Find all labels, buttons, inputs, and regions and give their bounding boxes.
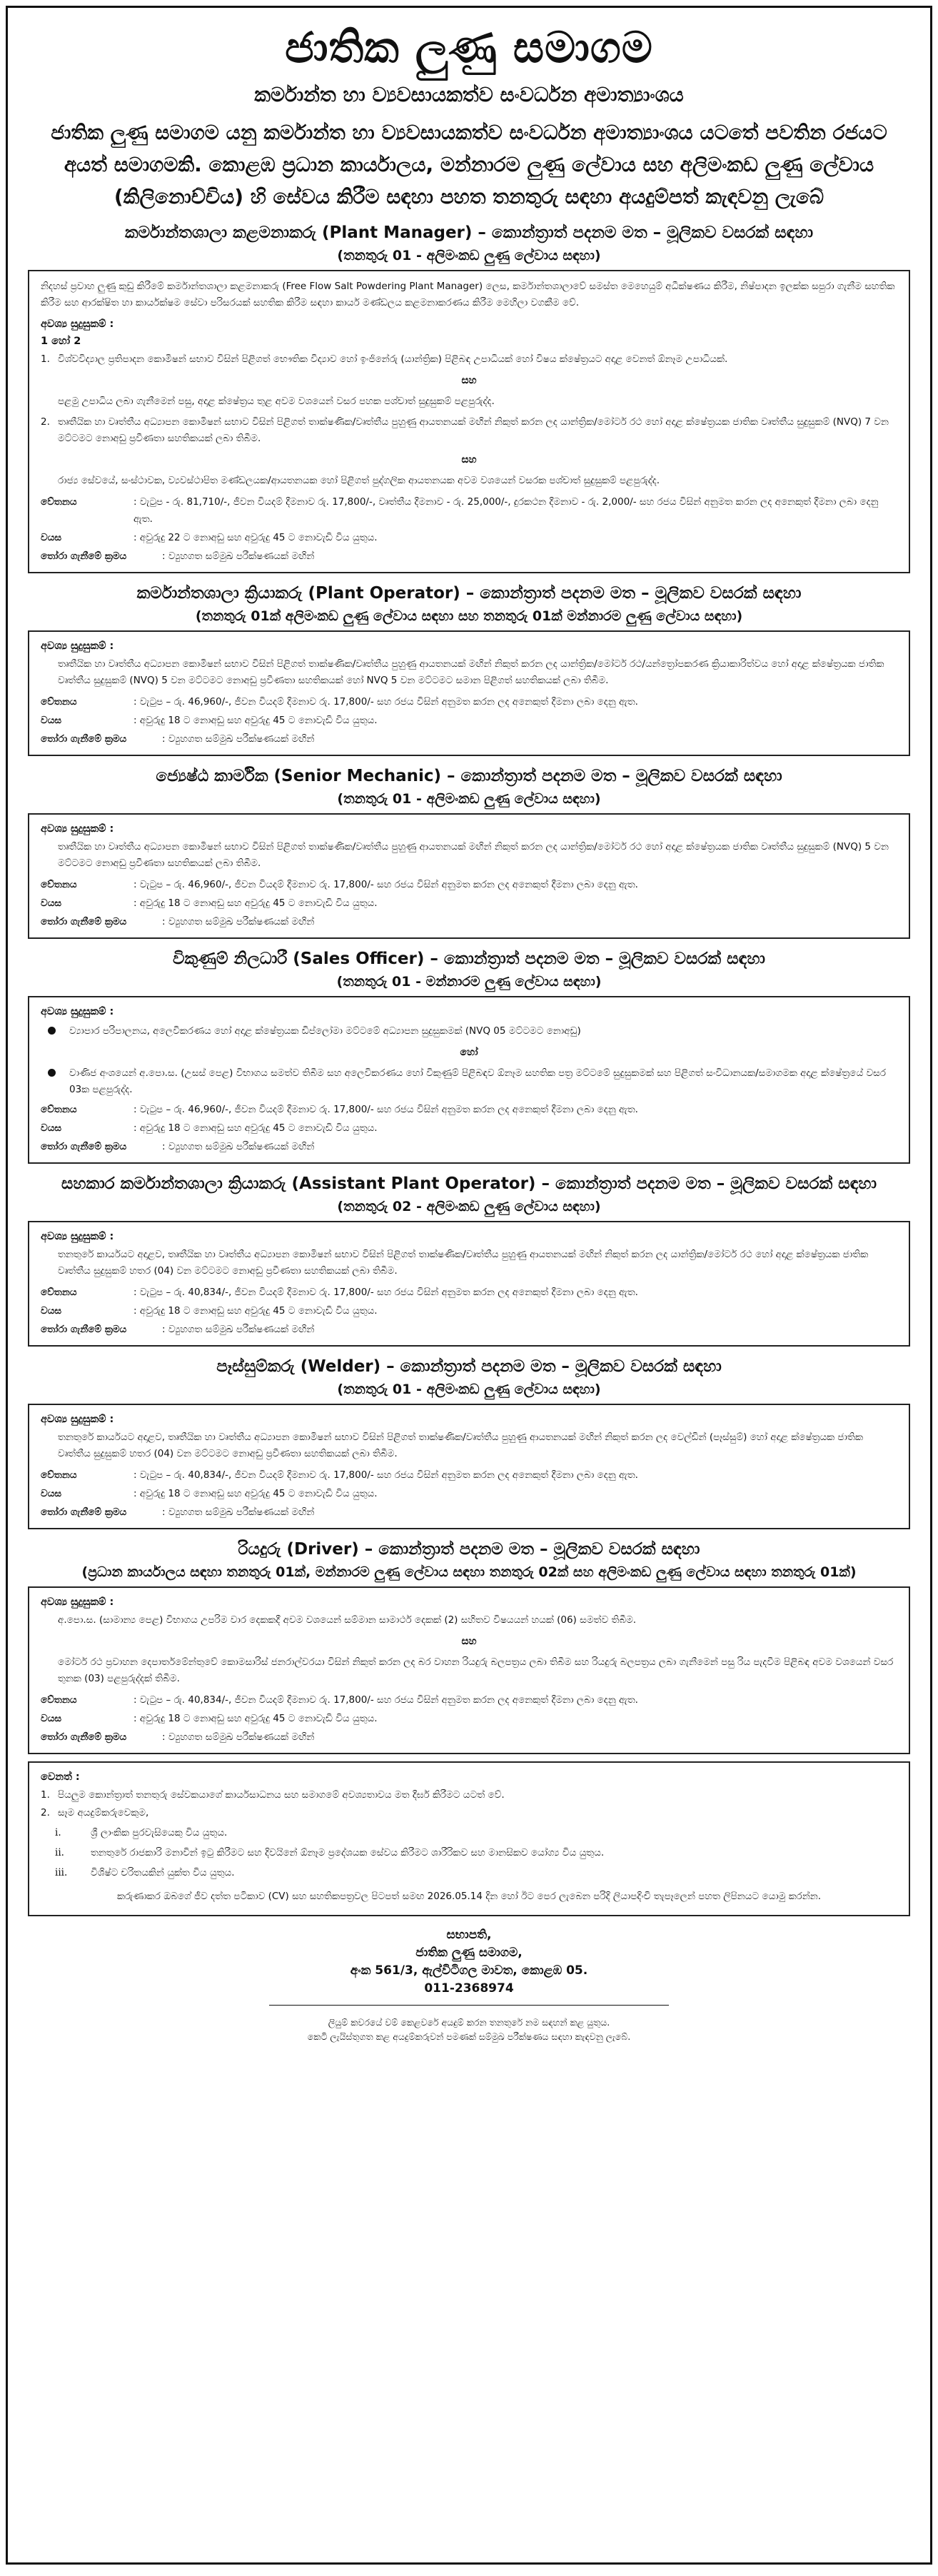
post-sub-welder: (තනතුරු 01 - අලිමංකඩ ලුණු ලේවාය සඳහා) bbox=[337, 1382, 601, 1397]
item-text: පියලුම කොන්ත්‍රාත් තනතුරු සේවකයාගේ කාර්යසාධනය සහ සමාගමේ අවශ්‍යතාවය මත දීර්ඝ කිරීමට යටත් වේ. bbox=[58, 1789, 505, 1801]
age-label: වයස bbox=[41, 1488, 62, 1499]
requirement-text: විශ්වවිද්‍යාල ප්‍රතිපාදන කොමිෂන් සභාව විසින් පිළිගත් භෞතික විද්‍යාව හෝ ඉංජිනේරු (යාන්ත්‍රික) පිළිබඳ උපාධියක් හෝ විෂය ක්ෂේත්‍රයට අදාළ වෙනත් ඕනෑම උපාධියක්. bbox=[58, 353, 728, 365]
salary-label: වේතනය bbox=[41, 879, 77, 890]
post-title-assistant-plant-operator: සහකාර කර්මාන්තශාලා ක්‍රියාකරු (Assistant Plant Operator) – කොන්ත්‍රාත් පදනම මත – මූලිකව වසරක් සඳහා bbox=[61, 1174, 877, 1193]
selection-row bbox=[41, 913, 897, 930]
post-title-welder: පෑස්සුම්කරු (Welder) – කොන්ත්‍රාත් පදනම මත – මූලිකව වසරක් සඳහා bbox=[216, 1357, 722, 1376]
age-label: වයස bbox=[41, 1713, 62, 1724]
requirement-text: තනතුරේ කාර්යයට අදාළව, තෘතීයික හා වෘත්තීය අධ්‍යාපන කොමිෂන් සභාව විසින් පිළිගත් තාක්ෂණික/වෘත්තීය පුහුණු ආයතනයක් මඟින් නිකුත් කරන ලද යාන්ත්‍රික/මෝටර් රථ හෝ අදාළ ක්ෂේත්‍රයක ජාතික වෘත්තීය සුදුසුකම් හතර (04) වන මට්ටමට නොඅඩු ප්‍රවීණතා සහතිකයක් ලබා තිබීම. bbox=[58, 1249, 869, 1277]
salary-value: : වැටුප – රු. 46,960/-, ජීවන වියදම් දීමනාව රු. 17,800/- සහ රජය විසින් අනුමත කරන ලද අනෙකුත් දීමනා ලබා දෙනු ඇත. bbox=[133, 879, 638, 890]
selection-row bbox=[41, 1729, 897, 1746]
post-sub-senior-mechanic: (තනතුරු 01 - අලිමංකඩ ලුණු ලේවාය සඳහා) bbox=[337, 791, 601, 807]
salary-label: වේතනය bbox=[41, 1694, 77, 1706]
bullet-icon bbox=[41, 1023, 69, 1040]
other-item-2 bbox=[41, 1805, 897, 1821]
item-text: විශිෂ්ට චරිතයකින් යුක්ත විය යුතුය. bbox=[91, 1867, 235, 1878]
signature-phone: 011-2368974 bbox=[424, 1981, 514, 1996]
age-row bbox=[41, 895, 897, 912]
signature-block bbox=[28, 1926, 910, 1998]
company-title: ජාතික ලුණු සමාගම bbox=[285, 23, 653, 73]
salary-value: : වැටුප – රු. 46,960/-, ජීවන වියදම් දීමනාව රු. 17,800/- සහ රජය විසින් අනුමත කරන ලද අනෙකුත් දීමනා ලබා දෙනු ඇත. bbox=[133, 696, 638, 708]
other-label: වෙනත් : bbox=[41, 1771, 80, 1783]
salary-row bbox=[41, 493, 897, 528]
item-number: 2. bbox=[41, 1807, 50, 1818]
requirement-text: ව්‍යාපාර පරිපාලනය, අලෙවිකරණය හෝ අදාළ ක්ෂේත්‍රයක ඩිප්ලෝමා මට්ටමේ අධ්‍යාපන සුදුසුකමක් (NVQ 05 මට්ටමට නොඅඩු) bbox=[69, 1025, 581, 1037]
salary-label: වේතනය bbox=[41, 1469, 77, 1481]
requirements-label: අවශ්‍ය සුදුසුකම් : bbox=[41, 1006, 114, 1017]
item-text: ශ්‍රී ලාංකික පුරවැසියෙකු විය යුතුය. bbox=[91, 1827, 228, 1838]
item-number: iii. bbox=[55, 1867, 68, 1878]
selection-value: : ව්‍යුහගත සම්මුඛ පරීක්ෂණයක් මඟින් bbox=[162, 1731, 315, 1743]
closing-note-2: කෙටි ලැයිස්තුගත කළ අයදුම්කරුවන් පමණක් සම්මුඛ පරීක්ෂණය සඳහා කැඳවනු ලැබේ. bbox=[307, 2031, 631, 2042]
choice-label: 1 හෝ 2 bbox=[41, 336, 81, 347]
requirement-item-1: 1. විශ්වවිද්‍යාල ප්‍රතිපාදන කොමිෂන් සභාව විසින් පිළිගත් භෞතික විද්‍යාව හෝ ඉංජිනේරු (යාන්ත්‍රික) පිළිබඳ උපාධියක් හෝ විෂය ක්ෂේත්‍රයට අදාළ වෙනත් ඕනෑම උපාධියක්. bbox=[41, 351, 897, 368]
requirement-text-1: අ.පො.ස. (සාමාන්‍ය පෙළ) විභාගය උපරිම වාර දෙකකදී අවම වශයෙන් සම්මාන සාමාර්ථ දෙකක් (2) සහිතව විෂයයන් හයක් (06) සමත්ව තිබීම. bbox=[58, 1614, 637, 1626]
salary-row bbox=[41, 693, 897, 710]
and-separator: සහ bbox=[461, 1636, 477, 1647]
salary-row bbox=[41, 1691, 897, 1709]
age-row bbox=[41, 1302, 897, 1319]
salary-label: වේතනය bbox=[41, 1104, 77, 1115]
post-title-plant-operator: කර්මාන්තශාලා ක්‍රියාකරු (Plant Operator) – කොන්ත්‍රාත් පදනම මත – මූලිකව වසරක් සඳහා bbox=[136, 584, 802, 603]
salary-row bbox=[41, 1284, 897, 1301]
advertisement-page bbox=[6, 6, 932, 2565]
age-row bbox=[41, 1485, 897, 1502]
age-label: වයස bbox=[41, 715, 62, 726]
signature-title: සභාපති, bbox=[446, 1928, 492, 1942]
selection-label: තෝරා ගැනීමේ ක්‍රමය bbox=[41, 1141, 127, 1152]
selection-label: තෝරා ගැනීමේ ක්‍රමය bbox=[41, 916, 127, 927]
post-title-plant-manager: කර්මාන්තශාලා කළමනාකරු (Plant Manager) – කොන්ත්‍රාත් පදනම මත – මූලිකව වසරක් සඳහා bbox=[124, 223, 814, 242]
selection-value: : ව්‍යුහගත සම්මුඛ පරීක්ෂණයක් මඟින් bbox=[162, 1141, 315, 1152]
post-sub-plant-manager: (තනතුරු 01 - අලිමංකඩ ලුණු ලේවාය සඳහා) bbox=[337, 248, 601, 263]
selection-row bbox=[41, 1138, 897, 1155]
salary-label: වේතනය bbox=[41, 496, 77, 508]
and-separator: සහ bbox=[461, 375, 477, 386]
post-title-senior-mechanic: ජ්‍යෙෂ්ඨ කාර්මික (Senior Mechanic) – කොන්ත්‍රාත් පදනම මත – මූලිකව වසරක් සඳහා bbox=[156, 767, 782, 785]
other-subitem-2 bbox=[41, 1844, 897, 1861]
salary-row bbox=[41, 1466, 897, 1484]
item-number: 1. bbox=[41, 1789, 50, 1801]
other-subitem-1 bbox=[41, 1824, 897, 1841]
requirements-label: අවශ්‍ය සුදුසුකම් : bbox=[41, 640, 114, 652]
post-sub-plant-operator: (තනතුරු 01ක් අලිමංකඩ ලුණු ලේවාය සඳහා සහ තනතුරු 01ක් මන්නාරම ලුණු ලේවාය සඳහා) bbox=[195, 608, 743, 624]
requirement-experience-2: රාජ්‍ය සේවයේ, සංස්ථාවක, ව්‍යවස්ථාපිත මණ්ඩලයක/ආයතනයක හෝ පිළිගත් පුද්ගලික ආයතනයක අවම වශයෙන් වසරක පශ්චාත් සුදුසුකම් පළපුරුද්ද. bbox=[58, 475, 660, 486]
age-value: : අවුරුදු 18 ට නොඅඩු සහ අවුරුදු 45 ට නොවැඩි විය යුතුය. bbox=[133, 1713, 378, 1724]
selection-label: තෝරා ගැනීමේ ක්‍රමය bbox=[41, 1324, 127, 1335]
salary-label: වේතනය bbox=[41, 1287, 77, 1298]
selection-row bbox=[41, 1504, 897, 1521]
age-value: : අවුරුදු 18 ට නොඅඩු සහ අවුරුදු 45 ට නොවැඩි විය යුතුය. bbox=[133, 715, 378, 726]
selection-label: තෝරා ගැනීමේ ක්‍රමය bbox=[41, 1731, 127, 1743]
post-sub-assistant-plant-operator: (තනතුරු 02 - අලිමංකඩ ලුණු ලේවාය සඳහා) bbox=[337, 1199, 601, 1214]
requirement-experience-1: පළමු උපාධිය ලබා ගැනීමෙන් පසු, අදාළ ක්ෂේත්‍රය තුළ අවම වශයෙන් වසර පහක පශ්චාත් සුදුසුකම් පළපුරුද්ද. bbox=[58, 396, 495, 407]
post-sub-sales-officer: (තනතුරු 01 - මන්නාරම ලුණු ලේවාය සඳහා) bbox=[336, 974, 602, 990]
section-other bbox=[28, 1761, 910, 1916]
requirement-bullet-2 bbox=[41, 1065, 897, 1098]
section-plant-manager bbox=[28, 270, 910, 573]
salary-value: : වැටුප – රු. 40,834/-, ජීවන වියදම් දීමනාව රු. 17,800/- සහ රජය විසින් අනුමත කරන ලද අනෙකුත් දීමනා ලබා දෙනු ඇත. bbox=[133, 1287, 638, 1298]
and-separator: සහ bbox=[461, 454, 477, 466]
bullet-icon bbox=[41, 1065, 69, 1098]
salary-value: : වැටුප – රු. 40,834/-, ජීවන වියදම් දීමනාව රු. 17,800/- සහ රජය විසින් අනුමත කරන ලද අනෙකුත් දීමනා ලබා දෙනු ඇත. bbox=[133, 1469, 638, 1481]
selection-label: තෝරා ගැනීමේ ක්‍රමය bbox=[41, 733, 127, 745]
requirement-text: තනතුරේ කාර්යයට අදාළව, තෘතීයික හා වෘත්තීය අධ්‍යාපන කොමිෂන් සභාව විසින් පිළිගත් තාක්ෂණික/වෘත්තීය පුහුණු ආයතනයක් මඟින් නිකුත් කරන ලද වෙල්ඩින් (පෑස්සුම්) හෝ අදාළ ක්ෂේත්‍රයක ජාතික වෘත්තීය සුදුසුකම් හතර (04) වන මට්ටමට නොඅඩු ප්‍රවීණතා සහතිකයක් ලබා තිබීම. bbox=[58, 1432, 863, 1459]
age-value: : අවුරුදු 18 ට නොඅඩු සහ අවුරුදු 45 ට නොවැඩි විය යුතුය. bbox=[133, 1488, 378, 1499]
requirement-item-2: 2. තෘතීයික හා වෘත්තීය අධ්‍යාපන කොමිෂන් සභාව විසින් පිළිගත් තාක්ෂණික/වෘත්තීය පුහුණු ආයතනයක් මඟින් නිකුත් කරන ලද යාන්ත්‍රික/මෝටර් රථ හෝ අදාළ ක්ෂේත්‍රයක ජාතික වෘත්තීය සුදුසුකම් (NVQ) 7 වන මට්ටමට නොඅඩු ප්‍රවීණතා සහතිකයක් ලබා තිබීම. bbox=[41, 414, 897, 447]
selection-value: : ව්‍යුහගත සම්මුඛ පරීක්ෂණයක් මඟින් bbox=[162, 733, 315, 745]
age-value: : අවුරුදු 18 ට නොඅඩු සහ අවුරුදු 45 ට නොවැඩි විය යුතුය. bbox=[133, 1122, 378, 1134]
requirement-bullet-1 bbox=[41, 1023, 897, 1040]
selection-label: තෝරා ගැනීමේ ක්‍රමය bbox=[41, 1506, 127, 1518]
ministry-name: කර්මාන්ත හා ව්‍යවසායකත්ව සංවර්ධන අමාත්‍යාංශය bbox=[254, 83, 684, 106]
post-title-sales-officer: විකුණුම් නිලධාරී (Sales Officer) – කොන්ත්‍රාත් පදනම මත – මූලිකව වසරක් සඳහා bbox=[172, 950, 766, 968]
salary-row bbox=[41, 876, 897, 893]
requirement-text-2: මෝටර් රථ ප්‍රවාහන දෙපාර්තමේන්තුවේ කොමසාරිස් ජනරාල්වරයා විසින් නිකුත් කරන ලද බර වාහන රියදුරු බලපත්‍රය ලබා තිබීම සහ රියදුරු බලපත්‍රය ලබා ගැනීමෙන් පසු රිය පැදවීම පිළිබඳ අවම වශයෙන් වසර තුනක (03) පළපුරුද්දක් තිබීම. bbox=[58, 1656, 894, 1684]
requirement-text: තෘතීයික හා වෘත්තීය අධ්‍යාපන කොමිෂන් සභාව විසින් පිළිගත් තාක්ෂණික/වෘත්තීය පුහුණු ආයතනයක් මඟින් නිකුත් කරන ලද යාන්ත්‍රික/මෝටර් රථ හෝ අදාළ ක්ෂේත්‍රයක ජාතික වෘත්තීය සුදුසුකම් (NVQ) 5 වන මට්ටමට නොඅඩු ප්‍රවීණතා සහතිකයක් ලබා තිබීම. bbox=[58, 841, 889, 869]
or-separator: හෝ bbox=[460, 1047, 478, 1058]
section-senior-mechanic bbox=[28, 813, 910, 939]
other-item-1 bbox=[41, 1787, 897, 1803]
age-label: වයස bbox=[41, 897, 62, 909]
requirements-label: අවශ්‍ය සුදුසුකම් : bbox=[41, 1231, 114, 1242]
age-label: වයස bbox=[41, 1122, 62, 1134]
age-row bbox=[41, 1710, 897, 1727]
salary-row bbox=[41, 1101, 897, 1118]
post-description: නිදහස් ප්‍රවාහ ලුණු කුඩු කිරීමේ කර්මාන්තශාලා කළමනාකරු (Free Flow Salt Powdering Plant Manager) ලෙස, කර්මාන්තශාලාවේ සමස්ත මෙහෙයුම් අධීක්ෂණය කිරීම, නිෂ්පාදන ඉලක්ක සපුරා ගැනීම සහතික කිරීම සහ ආරක්ෂිත හා කාර්යක්ෂම සේවා පරිසරයක් සහතික කිරීම සඳහා කාර්ය මණ්ඩලය කළමනාකරණය කිරීම මෙහිලා වගකීම වේ. bbox=[41, 281, 895, 308]
requirement-text: තෘතීයික හා වෘත්තීය අධ්‍යාපන කොමිෂන් සභාව විසින් පිළිගත් තාක්ෂණික/වෘත්තීය පුහුණු ආයතනයක් මඟින් නිකුත් කරන ලද යාන්ත්‍රික/මෝටර් රථ/යන්ත්‍රෝපකරණ ක්‍රියාකාරිත්වය හෝ අදාළ ක්ෂේත්‍රයක ජාතික වෘත්තීය සුදුසුකම් (NVQ) 5 වන මට්ටමට නොඅඩු ප්‍රවීණතා සහතිකයක් හෝ NVQ 5 වන මට්ටමට සමාන පිළිගත් සහතිකයක් ලබා තිබීම. bbox=[58, 658, 884, 686]
post-sub-driver: (ප්‍රධාන කාර්යාලය සඳහා තනතුරු 01ක්, මන්නාරම ලුණු ලේවාය සඳහා තනතුරු 02ක් සහ අලිමංකඩ ලුණු ලේවාය සඳහා තනතුරු 01ක්) bbox=[81, 1564, 857, 1580]
section-assistant-plant-operator bbox=[28, 1221, 910, 1347]
intro-paragraph: ජාතික ලුණු සමාගම යනු කර්මාන්ත හා ව්‍යවසායකත්ව සංවර්ධන අමාත්‍යාංශය යටතේ පවතින රජයට අයත් සමාගමකි. කොළඹ ප්‍රධාන කාර්යාලය, මන්නාරම ලුණු ලේවාය සහ අලිමංකඩ ලුණු ලේවාය (කිලිනොච්චිය) හි සේවය කිරීම සඳහා පහත තනතුරු සඳහා අයදුම්පත් කැඳවනු ලැබේ bbox=[51, 121, 887, 208]
closing-note-1: ලියුම් කවරයේ වම් කෙළවරේ අයදුම් කරන තනතුරේ නම සඳහන් කළ යුතුය. bbox=[328, 2017, 610, 2028]
age-value: : අවුරුදු 18 ට නොඅඩු සහ අවුරුදු 45 ට නොවැඩි විය යුතුය. bbox=[133, 1305, 378, 1317]
section-plant-operator bbox=[28, 630, 910, 756]
salary-value: : වැටුප – රු. 46,960/-, ජීවන වියදම් දීමනාව රු. 17,800/- සහ රජය විසින් අනුමත කරන ලද අනෙකුත් දීමනා ලබා දෙනු ඇත. bbox=[133, 1104, 638, 1115]
age-row bbox=[41, 1120, 897, 1137]
age-value: : අවුරුදු 18 ට නොඅඩු සහ අවුරුදු 45 ට නොවැඩි විය යුතුය. bbox=[133, 897, 378, 909]
section-welder bbox=[28, 1404, 910, 1529]
selection-value: : ව්‍යුහගත සම්මුඛ පරීක්ෂණයක් මඟින් bbox=[162, 1324, 315, 1335]
age-value: : අවුරුදු 22 ට නොඅඩු සහ අවුරුදු 45 ට නොවැඩි විය යුතුය. bbox=[133, 532, 378, 543]
requirement-text: වාණිජ අංශයෙන් අ.පො.ස. (උසස් පෙළ) විභාගය සමත්ව තිබීම සහ අලෙවිකරණය හෝ විකුණුම් පිළිබඳව ඕනෑම සහතික පත්‍ර මට්ටමේ සුදුසුකමක් සහ පිළිගත් සංවිධානයක/සමාගමක අදාළ ක්ෂේත්‍රයේ වසර 03ක පළපුරුද්ද. bbox=[69, 1067, 887, 1095]
signature-org: ජාතික ලුණු සමාගම, bbox=[415, 1946, 523, 1960]
requirements-label: අවශ්‍ය සුදුසුකම් : bbox=[41, 1414, 114, 1425]
age-label: වයස bbox=[41, 1305, 62, 1317]
section-sales-officer bbox=[28, 996, 910, 1164]
selection-row bbox=[41, 730, 897, 748]
selection-value: : ව්‍යුහගත සම්මුඛ පරීක්ෂණයක් මඟින් bbox=[162, 1506, 315, 1518]
requirements-label: අවශ්‍ය සුදුසුකම් : bbox=[41, 318, 114, 330]
requirement-text: තෘතීයික හා වෘත්තීය අධ්‍යාපන කොමිෂන් සභාව විසින් පිළිගත් තාක්ෂණික/වෘත්තීය පුහුණු ආයතනයක් මඟින් නිකුත් කරන ලද යාන්ත්‍රික/මෝටර් රථ හෝ අදාළ ක්ෂේත්‍රයක ජාතික වෘත්තීය සුදුසුකම් (NVQ) 7 වන මට්ටමට නොඅඩු ප්‍රවීණතා සහතිකයක් ලබා තිබීම. bbox=[58, 416, 889, 444]
signature-address: අංක 561/3, ඇල්විටිගල මාවත, කොළඹ 05. bbox=[350, 1963, 588, 1978]
selection-label: තෝරා ගැනීමේ ක්‍රමය bbox=[41, 550, 127, 562]
closing-notes bbox=[28, 2016, 910, 2044]
other-subitem-3 bbox=[41, 1864, 897, 1881]
post-title-driver: රියදුරු (Driver) – කොන්ත්‍රාත් පදනම මත – මූලිකව වසරක් සඳහා bbox=[238, 1540, 700, 1559]
age-label: වයස bbox=[41, 532, 62, 543]
age-row bbox=[41, 529, 897, 546]
item-number: ii. bbox=[55, 1847, 64, 1858]
age-row bbox=[41, 712, 897, 729]
item-text: සෑම අයදුම්කරුවෙකුම, bbox=[58, 1807, 149, 1818]
salary-label: වේතනය bbox=[41, 696, 77, 708]
section-driver bbox=[28, 1586, 910, 1754]
requirements-label: අවශ්‍ය සුදුසුකම් : bbox=[41, 823, 114, 835]
salary-value: : වැටුප - රු. 81,710/-, ජීවන වියදම් දීමනාව රු. 17,800/-, වෘත්තීය දීමනාව - රු. 25,000/-, දුරකථන දීමනාව - රු. 2,000/- සහ රජය විසින් අනුමත කරන ලද අනෙකුත් දීමනා ලබා දෙනු ඇත. bbox=[133, 496, 879, 525]
selection-value: : ව්‍යුහගත සම්මුඛ පරීක්ෂණයක් මඟින් bbox=[162, 916, 315, 927]
selection-value: : ව්‍යුහගත සම්මුඛ පරීක්ෂණයක් මඟින් bbox=[162, 550, 315, 562]
selection-row bbox=[41, 1321, 897, 1338]
item-text: තනතුරේ රාජකාරි මනාවින් ඉටු කිරීමට සහ දිවයිනේ ඕනෑම ප්‍රදේශයක සේවය කිරීමට ශාරීරිකව සහ මානසිකව යෝග්‍ය විය යුතුය. bbox=[91, 1847, 605, 1858]
salary-value: : වැටුප – රු. 40,834/-, ජීවන වියදම් දීමනාව රු. 17,800/- සහ රජය විසින් අනුමත කරන ලද අනෙකුත් දීමනා ලබා දෙනු ඇත. bbox=[133, 1694, 638, 1706]
divider bbox=[269, 2005, 669, 2006]
item-number: i. bbox=[55, 1827, 61, 1838]
selection-row bbox=[41, 548, 897, 565]
requirements-label: අවශ්‍ය සුදුසුකම් : bbox=[41, 1596, 114, 1608]
cv-instructions: කරුණාකර ඔබගේ ජීව දත්ත පටිකාව (CV) සහ සහතිකපත්‍රවල පිටපත් සමඟ 2026.05.14 දින හෝ ඊට පෙර ලැබෙන පරිදි ලියාපදිංචි තැපෑලෙන් පහත ලිපිනයට යොමු කරන්න. bbox=[116, 1891, 822, 1902]
